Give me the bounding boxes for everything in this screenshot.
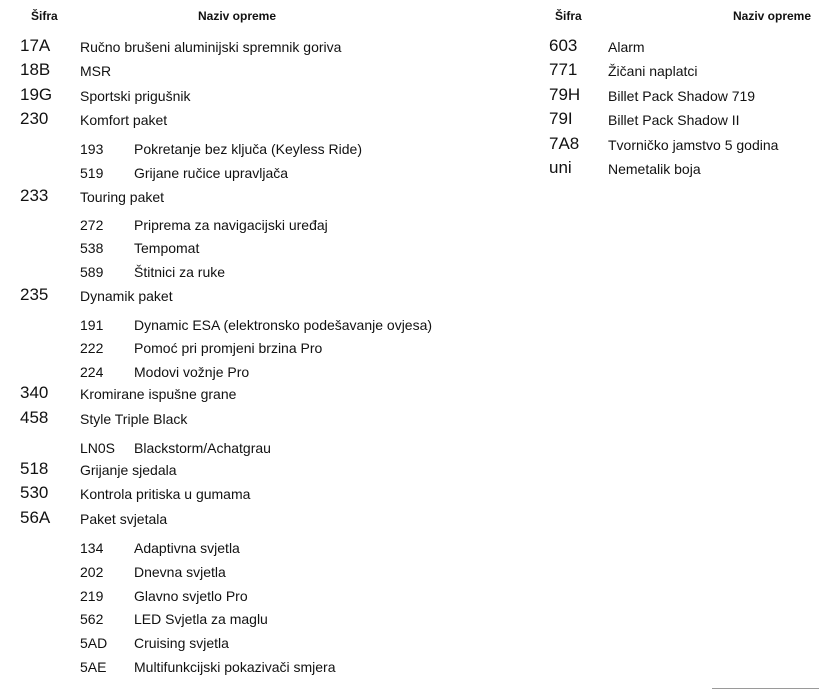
item-code: 233 [20, 186, 49, 205]
sub-item-name: Pokretanje bez ključa (Keyless Ride) [134, 141, 362, 157]
sub-item-code: 538 [80, 240, 104, 256]
sub-item-code: 202 [80, 564, 104, 580]
item-name: Kontrola pritiska u gumama [80, 486, 251, 502]
item-code: 17A [20, 36, 51, 55]
item-code: 79I [549, 109, 573, 128]
item-name: Komfort paket [80, 112, 168, 128]
sub-item-name: Tempomat [134, 240, 200, 256]
item-code: 771 [549, 60, 578, 79]
item-name: Sportski prigušnik [80, 88, 191, 104]
item-name: Tvorničko jamstvo 5 godina [608, 137, 779, 153]
sub-item-name: Dynamic ESA (elektronsko podešavanje ovjesa) [134, 317, 433, 333]
sub-item-name: LED Svjetla za maglu [134, 611, 268, 627]
sub-item-name: Dnevna svjetla [134, 564, 226, 580]
item-code: 530 [20, 483, 49, 502]
item-name: Paket svjetala [80, 511, 168, 527]
header-right-code: Šifra [555, 9, 582, 23]
sub-item-name: Štitnici za ruke [134, 264, 226, 280]
item-name: Style Triple Black [80, 411, 188, 427]
item-name: MSR [80, 63, 112, 79]
item-name: Grijanje sjedala [80, 462, 177, 478]
item-name: Žičani naplatci [608, 63, 698, 79]
item-code: 18B [20, 60, 51, 79]
sub-item-code: 5AE [80, 659, 107, 675]
item-code: 340 [20, 383, 49, 402]
item-name: Billet Pack Shadow 719 [608, 88, 756, 104]
sub-item-code: 134 [80, 540, 104, 556]
sub-item-name: Modovi vožnje Pro [134, 364, 250, 380]
header-left-code: Šifra [31, 9, 58, 23]
item-code: 230 [20, 109, 49, 128]
sub-item-code: 519 [80, 165, 104, 181]
sub-item-name: Grijane ručice upravljača [134, 165, 289, 181]
item-name: Ručno brušeni aluminijski spremnik goriva [80, 39, 342, 55]
sub-item-code: 222 [80, 340, 104, 356]
item-code: 518 [20, 459, 49, 478]
sub-item-name: Adaptivna svjetla [134, 540, 240, 556]
sub-item-code: 562 [80, 611, 104, 627]
header-right-name: Naziv opreme [733, 9, 812, 23]
item-name: Nemetalik boja [608, 161, 701, 177]
sub-item-name: Priprema za navigacijski uređaj [134, 217, 328, 233]
header-left-name: Naziv opreme [198, 9, 277, 23]
item-code: 235 [20, 285, 49, 304]
sub-item-code: 193 [80, 141, 104, 157]
sub-item-code: LN0S [80, 440, 116, 456]
item-name: Alarm [608, 39, 645, 55]
item-code: 79H [549, 85, 581, 104]
item-name: Touring paket [80, 189, 165, 205]
sub-item-name: Blackstorm/Achatgrau [134, 440, 271, 456]
sub-item-code: 589 [80, 264, 104, 280]
sub-item-code: 272 [80, 217, 104, 233]
item-code: 56A [20, 508, 51, 527]
item-code: 19G [20, 85, 53, 104]
item-code: 7A8 [549, 134, 580, 153]
sub-item-code: 224 [80, 364, 104, 380]
item-name: Billet Pack Shadow II [608, 112, 740, 128]
item-code: uni [549, 158, 572, 177]
sub-item-code: 5AD [80, 635, 108, 651]
item-code: 603 [549, 36, 578, 55]
item-code: 458 [20, 408, 49, 427]
item-name: Kromirane ispušne grane [80, 386, 237, 402]
bottom-rule [712, 688, 819, 689]
sub-item-name: Pomoć pri promjeni brzina Pro [134, 340, 323, 356]
sub-item-code: 191 [80, 317, 104, 333]
sub-item-code: 219 [80, 588, 104, 604]
item-name: Dynamik paket [80, 288, 173, 304]
sub-item-name: Cruising svjetla [134, 635, 229, 651]
sub-item-name: Multifunkcijski pokazivači smjera [134, 659, 336, 675]
sub-item-name: Glavno svjetlo Pro [134, 588, 248, 604]
